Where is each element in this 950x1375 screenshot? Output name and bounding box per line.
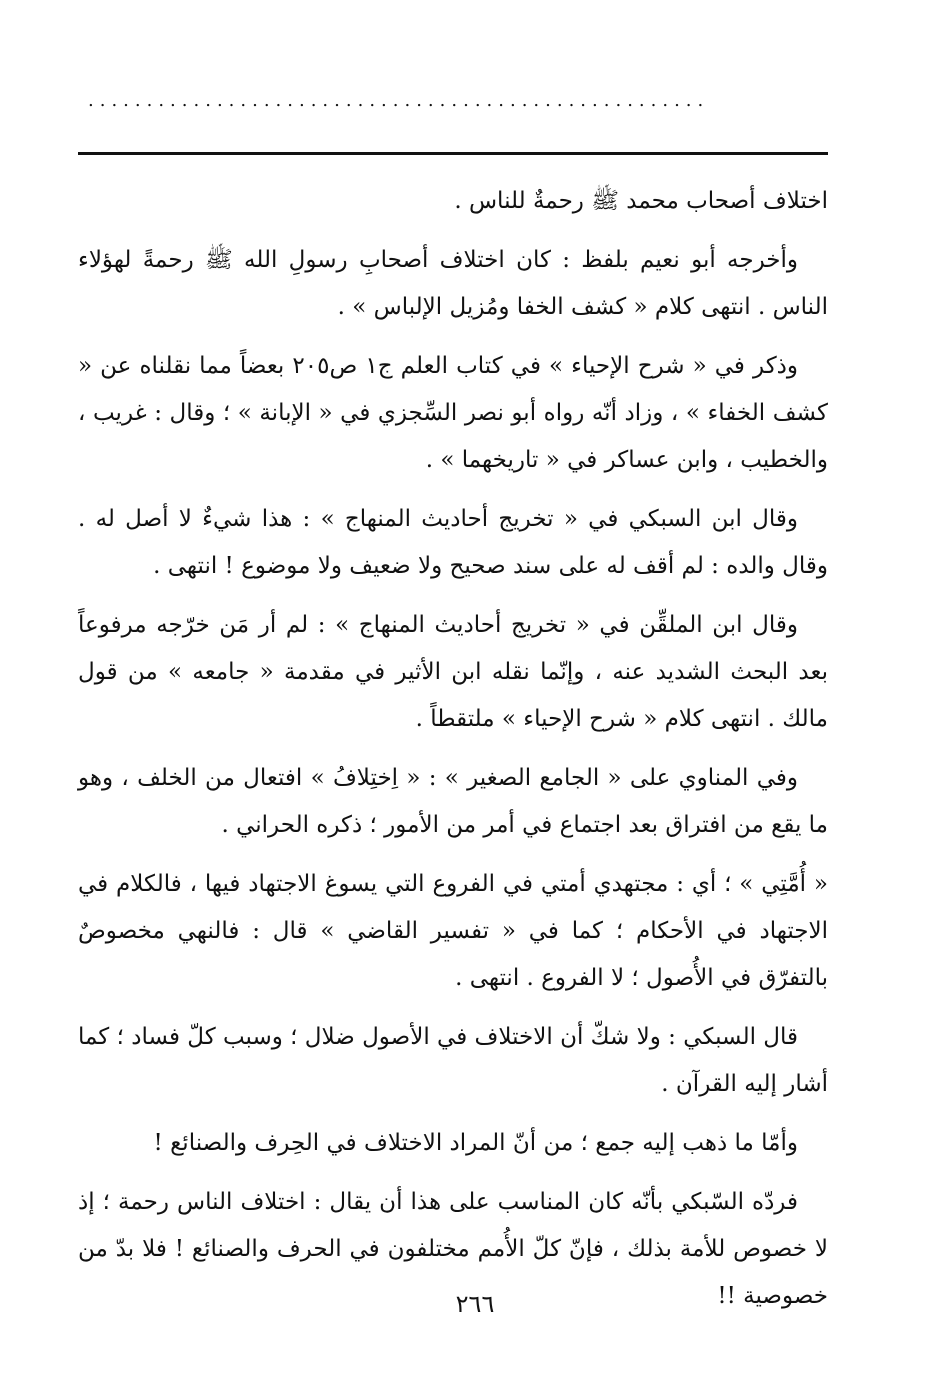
paragraph-2: وأخرجه أبو نعيم بلفظ : كان اختلاف أصحابِ رسولِ الله ﷺ رحمةً لهؤلاء الناس . انتهى كلام « كشف الخفا ومُزيل الإلباس » . [78,247,828,320]
paragraph-10: فردّه السّبكي بأنّه كان المناسب على هذا أن يقال : اختلاف الناس رحمة ؛ إذ لا خصوص للأمة بذلك ، فإنّ كلّ الأُمم مختلفون في الحرف والصنائع ! فلا بدّ من خصوصية !! [78,1189,828,1309]
paragraph-4: وقال ابن السبكي في « تخريج أحاديث المنهاج » : هذا شيءٌ لا أصل له . وقال والده : لم أقف له على سند صحيح ولا ضعيف ولا موضوع ! انتهى . [78,506,828,579]
paragraph-6: وفي المناوي على « الجامع الصغير » : « اِختِلافُ » افتعال من الخلف ، وهو ما يقع من افتراق بعد اجتماع في أمر من الأمور ؛ ذكره الحراني . [78,765,828,838]
paragraph-9: وأمّا ما ذهب إليه جمع ؛ من أنّ المراد الاختلاف في الحِرف والصنائع ! [153,1130,798,1156]
paragraph-5: وقال ابن الملقِّن في « تخريج أحاديث المنهاج » : لم أر مَن خرّجه مرفوعاً بعد البحث الشديد عنه ، وإنّما نقله ابن الأثير في مقدمة « جامعه » من قول مالك . انتهى كلام « شرح الإحياء » ملتقطاً . [78,612,828,732]
paragraph-8: قال السبكي : ولا شكّ أن الاختلاف في الأصول ضلال ؛ وسبب كلّ فساد ؛ كما أشار إليه القرآن . [78,1024,828,1097]
horizontal-rule [78,152,828,155]
footnote-separator-dots: ..................................................... [88,90,710,111]
paragraph-1: اختلاف أصحاب محمد ﷺ رحمةٌ للناس . [454,188,828,214]
paragraph-7: « أُمَّتِي » ؛ أي : مجتهدي أمتي في الفروع التي يسوغ الاجتهاد فيها ، فالكلام في الاجتهاد في الأحكام ؛ كما في « تفسير القاضي » قال : فالنهي مخصوصٌ بالتفرّق في الأُصول ؛ لا الفروع . انتهى . [78,871,828,991]
paragraph-3: وذكر في « شرح الإحياء » في كتاب العلم ج١ ص٢٠٥ بعضاً مما نقلناه عن « كشف الخفاء » ، وزاد أنّه رواه أبو نصر السِّجزي في « الإبانة » ؛ وقال : غريب ، والخطيب ، وابن عساكر في « تاريخهما » . [78,353,828,473]
body-text [78,178,828,1332]
page-number: ٢٦٦ [455,1290,495,1318]
